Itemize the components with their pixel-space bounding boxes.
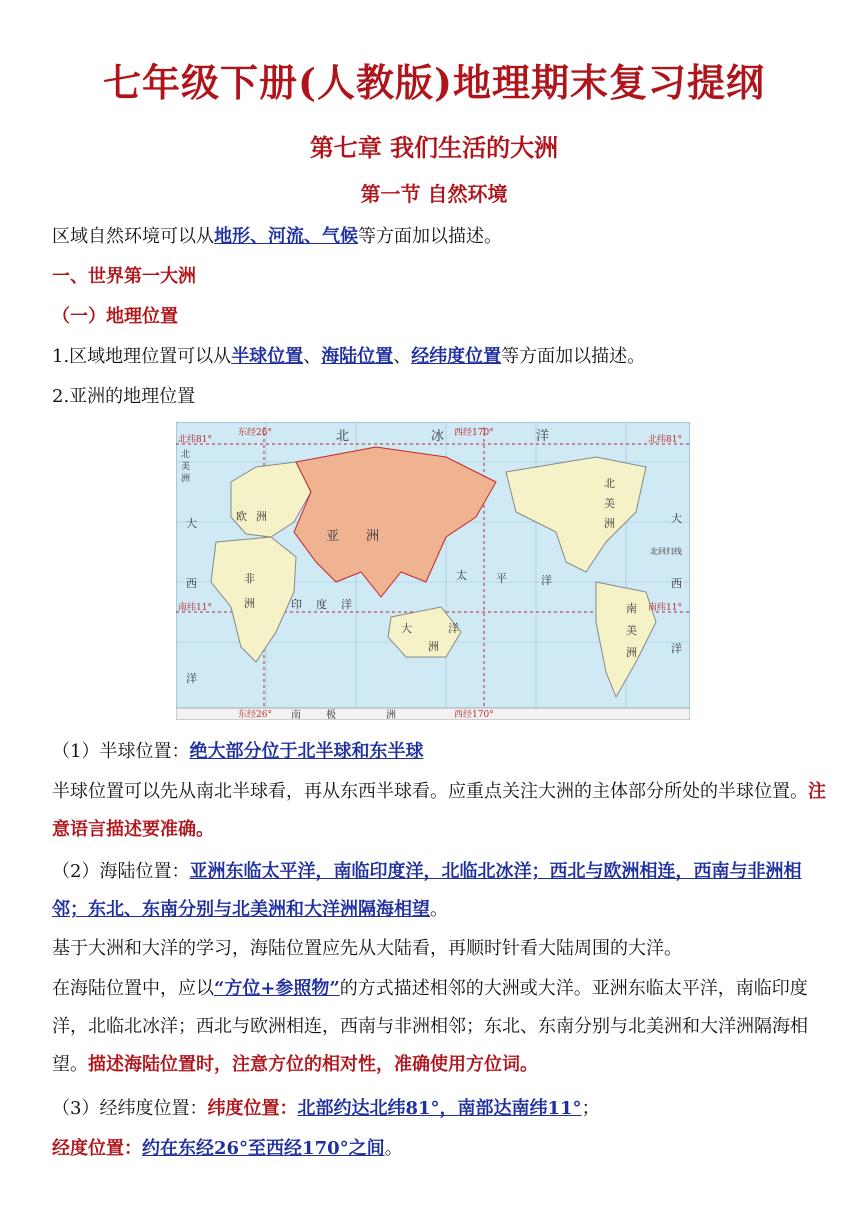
europe-2: 洲	[256, 510, 267, 523]
atl-right-3: 洋	[671, 642, 682, 655]
p7-end: 。	[384, 1138, 403, 1159]
para-direction-method	[52, 970, 832, 1084]
p1-label: （1）半球位置：	[52, 741, 190, 762]
item-1	[52, 338, 832, 376]
oceania-3: 洲	[428, 640, 439, 653]
item1-hemisphere: 半球位置	[231, 346, 304, 367]
chapter-heading: 第七章 我们生活的大洲	[309, 133, 559, 162]
na-2: 美	[604, 497, 615, 510]
intro-paragraph	[52, 218, 832, 256]
p7-highlight: 约在东经26°至西经170°之间	[142, 1138, 385, 1159]
p6-red: 纬度位置：	[207, 1098, 298, 1119]
tropic-label: 北回归线	[650, 547, 682, 556]
p3-label: （2）海陆位置：	[52, 861, 190, 882]
lat-s-right: 南纬11°	[648, 603, 682, 613]
p6-label: （3）经纬度位置：	[52, 1098, 208, 1119]
para-latlon	[52, 1090, 832, 1128]
p1-highlight: 绝大部分位于北半球和东半球	[189, 741, 424, 762]
p5-text-2: 的方式描述相邻的大洲或大洋。亚洲东临太平洋，南临印度洋，北临北冰洋；西北与欧洲相连，西南与非洲相邻；东北、东南分别与北美洲和大洋洲隔海相望。	[52, 978, 808, 1075]
lon-bottom-left: 东经26°	[238, 710, 272, 720]
lat-n-right: 北纬81°	[648, 435, 682, 445]
item1-text-end: 等方面加以描述。	[501, 346, 646, 367]
item1-latlon: 经纬度位置	[411, 346, 502, 367]
item1-sep: 、	[393, 346, 412, 367]
arctic-3: 洋	[536, 429, 550, 444]
africa-1: 非	[244, 572, 255, 585]
heading-one: 一、世界第一大洲	[52, 266, 196, 287]
pacific-3: 洋	[541, 574, 552, 587]
para-hemisphere	[52, 733, 832, 771]
antarctic-3: 洲	[386, 710, 396, 720]
lat-s-left: 南纬11°	[178, 603, 212, 613]
lon-bottom-right: 西经170°	[454, 710, 494, 720]
na-1: 北	[604, 477, 615, 490]
sa-1: 南	[626, 602, 637, 615]
atl-left-3: 洋	[186, 672, 197, 685]
indian-3: 洋	[341, 598, 352, 611]
page-title: 七年级下册(人教版)地理期末复习提纲	[103, 60, 765, 105]
na-3: 洲	[604, 517, 615, 530]
para-hemisphere-note	[52, 773, 832, 849]
para-sea-land-note: 基于大洲和大洋的学习，海陆位置应先从大陆看，再顺时针看大陆周围的大洋。	[52, 938, 682, 959]
arctic-2: 冰	[431, 429, 445, 444]
intro-text: 区域自然环境可以从	[52, 226, 214, 247]
antarctic-2: 极	[326, 710, 336, 720]
lon-top-right: 西经170°	[454, 428, 494, 438]
item1-text: 1.区域地理位置可以从	[52, 346, 232, 367]
p6-end: ；	[581, 1098, 600, 1119]
na-left-1: 北	[181, 450, 191, 460]
item1-sep: 、	[303, 346, 322, 367]
na-left-3: 洲	[181, 474, 191, 484]
p6-highlight: 北部约达北纬81°，南部达南纬11°	[297, 1098, 582, 1119]
heading-sub: （一）地理位置	[52, 306, 178, 327]
p3-highlight: 亚洲东临太平洋，南临印度洋，北临北冰洋；西北与欧洲相连，西南与非洲相邻；东北、东南分别与北美洲和大洋洲隔海相望	[52, 861, 802, 920]
na-left-2: 美	[181, 462, 191, 472]
antarctic-1: 南	[291, 710, 301, 720]
p7-red: 经度位置：	[52, 1138, 142, 1159]
p5-highlight: “方位+参照物”	[214, 978, 340, 999]
europe-1: 欧	[236, 510, 247, 523]
lat-n-left: 北纬81°	[178, 435, 212, 445]
atl-left-2: 西	[186, 577, 197, 590]
intro-text-end: 等方面加以描述。	[358, 226, 502, 247]
para-longitude	[52, 1130, 832, 1168]
asia-location-map	[176, 422, 690, 720]
atl-left-1: 大	[186, 517, 197, 530]
atl-right-2: 西	[671, 577, 682, 590]
intro-highlight: 地形、河流、气候	[214, 226, 358, 247]
sa-2: 美	[626, 624, 637, 637]
indian-1: 印	[291, 598, 302, 611]
pacific-1: 太	[456, 569, 467, 582]
atl-right-1: 大	[671, 512, 682, 525]
oceania-1: 大	[401, 622, 412, 635]
item1-sea-land: 海陆位置	[321, 346, 394, 367]
p3-end: 。	[430, 899, 448, 920]
oceania-2: 洋	[448, 622, 459, 635]
pacific-2: 平	[496, 572, 507, 585]
sa-3: 洲	[626, 646, 637, 659]
section-heading: 第一节 自然环境	[360, 182, 508, 206]
africa-2: 洲	[244, 597, 255, 610]
para-sea-land	[52, 853, 832, 929]
arctic-1: 北	[336, 429, 350, 444]
p5-text: 在海陆位置中，应以	[52, 978, 214, 999]
p2-text: 半球位置可以先从南北半球看，再从东西半球看。应重点关注大洲的主体部分所处的半球位置。	[52, 781, 808, 802]
asia-2: 洲	[366, 529, 380, 544]
lon-top-left: 东经26°	[238, 428, 272, 438]
item-2: 2.亚洲的地理位置	[52, 386, 196, 407]
asia-1: 亚	[326, 529, 340, 544]
p2-red: 注意语言描述要准确。	[52, 781, 826, 840]
indian-2: 度	[316, 598, 327, 611]
p5-red: 描述海陆位置时，注意方位的相对性，准确使用方位词。	[88, 1054, 538, 1075]
